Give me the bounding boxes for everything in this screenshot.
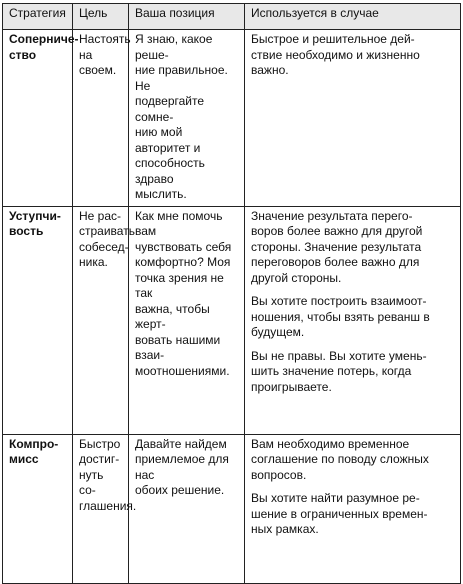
text-line: воров более важно для другой — [251, 224, 423, 238]
usage-paragraph — [251, 349, 454, 396]
table-row — [3, 206, 461, 434]
text-line: Не рас- — [79, 208, 122, 223]
text-line: вопросов. — [251, 467, 307, 482]
text-line: точка зрения не так — [135, 270, 224, 300]
header-usage: Используется в случае — [245, 4, 461, 30]
text-line: приемлемое для нас — [135, 452, 229, 482]
cell-position — [129, 30, 245, 207]
text-line: Я знаю, какое реше- — [135, 32, 213, 62]
table-row — [3, 30, 461, 207]
text-line: другой стороны. — [251, 270, 342, 285]
text-line: Компро- — [9, 436, 59, 451]
text-line: обоих решение. — [135, 483, 225, 497]
cell-position — [129, 434, 245, 583]
usage-paragraph — [251, 491, 454, 538]
cell-usage — [245, 206, 461, 434]
cell-goal — [73, 30, 129, 207]
text-line: на своем. — [79, 47, 117, 77]
text-line: стороны. Значение результата — [251, 239, 422, 254]
text-line: шить значение потерь, когда — [251, 364, 412, 378]
usage-paragraph — [251, 209, 454, 287]
text-line: соглашение по поводу сложных — [251, 452, 429, 466]
text-line: нию мой авторитет и — [135, 125, 201, 155]
usage-paragraph — [251, 294, 454, 341]
cell-position — [129, 206, 245, 434]
text-line: вовать нашими взаи- — [135, 332, 221, 362]
text-line: Как мне помочь вам — [135, 208, 223, 238]
text-line: чувствовать себя — [135, 239, 232, 254]
cell-goal — [73, 206, 135, 434]
text-line: подвергайте сомне- — [135, 94, 205, 124]
text-line: важна, чтобы жерт- — [135, 301, 210, 331]
text-line: ствие необходимо и жизненно — [251, 47, 420, 62]
text-line: мыслить. — [135, 187, 187, 201]
text-line: ношения, чтобы взять реванш в — [251, 309, 430, 324]
cell-goal — [73, 434, 137, 583]
text-line: Быстро — [79, 436, 121, 451]
text-line: комфортно? Моя — [135, 255, 231, 269]
usage-paragraph — [251, 437, 454, 484]
cell-strategy — [3, 206, 73, 434]
text-line: ных рамках. — [251, 522, 319, 536]
cell-usage — [245, 434, 461, 583]
text-line: вость — [9, 224, 44, 238]
text-line: страивать — [79, 224, 135, 238]
header-goal: Цель — [73, 4, 129, 30]
strategy-table — [2, 3, 461, 584]
text-line: ние правильное. Не — [135, 63, 228, 93]
text-line: Уступчи- — [9, 208, 61, 223]
text-line: ника. — [79, 255, 108, 269]
text-line: ство — [9, 47, 37, 62]
text-line: Настоять — [79, 32, 131, 46]
cell-strategy — [3, 30, 79, 207]
text-line: Давайте найдем — [135, 436, 227, 451]
text-line: моотношениями. — [135, 363, 230, 378]
text-line: Соперниче- — [9, 32, 79, 46]
table-row — [3, 434, 461, 583]
text-line: Значение результата перего- — [251, 208, 413, 223]
cell-strategy — [3, 434, 73, 583]
text-line: будущем. — [251, 325, 305, 339]
text-line: переговоров более важно для — [251, 255, 420, 269]
text-line: собесед- — [79, 239, 129, 254]
text-line: Вы хотите найти разумное ре- — [251, 491, 420, 505]
text-line: достиг- — [79, 452, 120, 466]
text-line: проигрываете. — [251, 379, 332, 394]
text-line: шение в ограниченных времен- — [251, 506, 428, 521]
text-line: Вы хотите построить взаимоот- — [251, 294, 427, 308]
usage-paragraph — [251, 32, 454, 79]
header-row — [3, 4, 461, 30]
header-position: Ваша позиция — [129, 4, 245, 30]
header-strategy: Стратегия — [3, 4, 73, 30]
cell-usage — [245, 30, 461, 207]
text-line: Быстрое и решительное дей- — [251, 32, 415, 46]
text-line: нуть со- — [79, 467, 104, 497]
text-line: мисс — [9, 452, 39, 466]
text-line: важно. — [251, 63, 289, 77]
text-line: глашения. — [79, 498, 137, 513]
text-line: Вам необходимо временное — [251, 436, 410, 451]
text-line: способность здраво — [135, 156, 205, 186]
text-line: Вы не правы. Вы хотите умень- — [251, 348, 427, 363]
